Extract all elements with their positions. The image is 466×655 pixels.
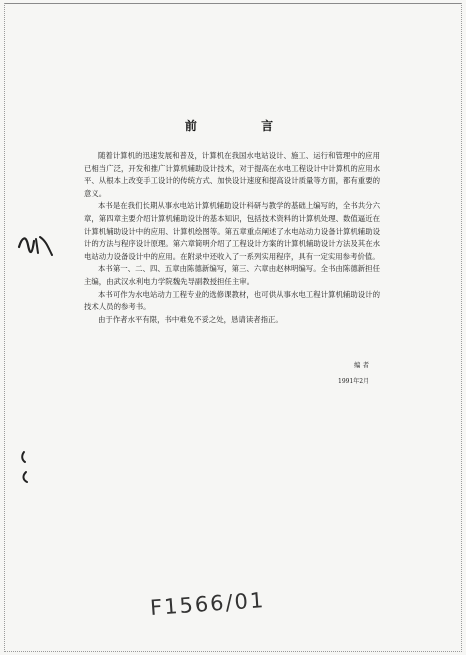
- preface-body: [84, 150, 380, 326]
- page-border-right: [461, 3, 462, 652]
- author-signature: 编 者: [354, 361, 370, 369]
- paragraph-1: 随着计算机的迅速发展和普及，计算机在我国水电站设计、施工、运行和管理中的应用已相当广泛，开发和推广计算机辅助设计技术，对于提高在水电工程设计中计算机的应用水平、从根本上改变手工设计的传统方式、加快设计速度和提高设计质量等方面，都有重要的意义。: [84, 151, 380, 198]
- paragraph-3: 本书第一、二、四、五章由陈德新编写，第三、六章由赵林明编写。全书由陈德新担任主编，由武汉水利电力学院魏先导副教授担任主审。: [84, 264, 380, 286]
- margin-handwriting-mark-2: [18, 448, 32, 488]
- preface-date: 1991年2月: [338, 378, 370, 385]
- page-border-left: [4, 3, 5, 652]
- paragraph-4: 本书可作为水电站动力工程专业的选修课教材，也可供从事水电工程计算机辅助设计的技术人员的参考书。: [84, 289, 380, 312]
- paragraph-2: 本书是在我们长期从事水电站计算机辅助设计科研与教学的基础上编写的，全书共分六章，第四章主要介绍计算机辅助设计的基本知识，包括技术资料的计算机处理、数值逼近在计算机辅助设计中的应用、计算机绘图等。第五章重点阐述了水电站动力设备计算机辅助设计的方法与程序设计原理。第六章简明介绍了工程设计方案的计算机辅助设计方法及其在水电站动力设备设计中的应用。在附录中还收入了一系列实用程序，具有一定实用参考价值。: [84, 201, 380, 261]
- page-border-top: [4, 3, 462, 4]
- page-title: 前 言: [184, 119, 304, 133]
- paragraph-5: 由于作者水平有限，书中难免不妥之处，恳请读者指正。: [98, 314, 283, 324]
- catalog-stamp: F1566/01: [149, 588, 267, 620]
- margin-handwriting-mark: [16, 225, 56, 265]
- page-border-bottom: [4, 651, 462, 652]
